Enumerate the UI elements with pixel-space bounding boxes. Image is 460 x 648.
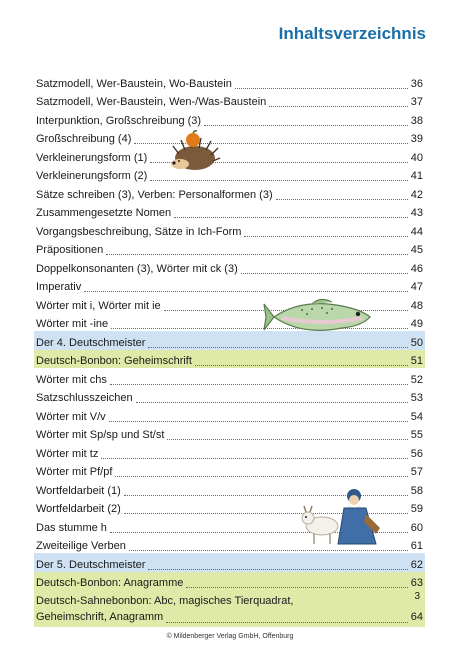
toc-entry-label: Wörter mit -ine — [36, 318, 109, 330]
toc-entry-page: 57 — [410, 466, 423, 478]
toc-entry-label: Imperativ — [36, 281, 82, 293]
toc-entry[interactable] — [34, 239, 425, 258]
toc-entry-page: 42 — [410, 188, 423, 201]
toc-leader-dots — [136, 402, 408, 403]
toc-entry-page: 40 — [410, 151, 423, 164]
toc-entry-page: 64 — [410, 611, 423, 623]
toc-leader-dots — [241, 273, 408, 274]
toc-entry-label: Wörter mit V/v — [36, 410, 106, 423]
toc-leader-dots — [167, 439, 407, 440]
toc-entry-label-line2: Geheimschrift, Anagramm — [36, 611, 164, 623]
toc-entry[interactable] — [34, 368, 425, 387]
toc-entry-label: Wortfeldarbeit (2) — [36, 503, 121, 515]
toc-entry-page: 50 — [410, 336, 423, 349]
toc-entry-page: 48 — [410, 299, 423, 312]
toc-entry[interactable] — [34, 128, 425, 147]
toc-entry-page: 37 — [410, 96, 423, 108]
toc-entry-page: 38 — [410, 114, 423, 127]
toc-entry[interactable] — [34, 72, 425, 91]
toc-leader-dots — [204, 125, 408, 126]
toc-entry-label: Verkleinerungsform (2) — [36, 170, 148, 182]
toc-leader-dots — [174, 217, 408, 218]
toc-leader-dots — [148, 347, 407, 348]
toc-entry-label: Deutsch-Bonbon: Anagramme — [36, 577, 184, 589]
shepherd-goat-illustration — [294, 488, 390, 546]
toc-entry-label: Wörter mit Pf/pf — [36, 466, 113, 478]
toc-entry[interactable] — [34, 442, 425, 461]
toc-entry-label: Zweiteilige Verben — [36, 540, 126, 552]
toc-leader-dots — [150, 180, 407, 181]
copyright-footer: © Mildenberger Verlag GmbH, Offenburg — [166, 633, 294, 640]
toc-entry[interactable] — [34, 91, 425, 110]
toc-entry[interactable] — [34, 183, 425, 202]
toc-entry[interactable] — [34, 387, 425, 406]
toc-entry-label: Satzmodell, Wer-Baustein, Wo-Baustein — [36, 77, 232, 90]
toc-entry-page: 36 — [410, 77, 423, 90]
toc-entry-page: 53 — [410, 392, 423, 404]
toc-entry-page: 58 — [410, 484, 423, 497]
toc-entry[interactable] — [34, 553, 425, 572]
toc-entry-label: Wörter mit Sp/sp und St/st — [36, 429, 165, 441]
toc-entry[interactable] — [34, 424, 425, 443]
toc-entry-label: Wörter mit i, Wörter mit ie — [36, 299, 161, 312]
toc-entry-label: Der 4. Deutschmeister — [36, 336, 146, 349]
toc-entry-page: 43 — [410, 207, 423, 219]
fish-illustration — [262, 296, 382, 338]
toc-entry-page: 63 — [410, 577, 423, 589]
toc-leader-dots — [269, 106, 407, 107]
toc-entry-label: Großschreibung (4) — [36, 133, 132, 145]
toc-leader-dots — [110, 384, 408, 385]
toc-leader-dots — [195, 365, 408, 366]
toc-entry-page: 59 — [410, 503, 423, 515]
toc-leader-dots — [106, 254, 407, 255]
toc-leader-dots — [109, 421, 408, 422]
toc-entry-label: Deutsch-Bonbon: Geheimschrift — [36, 355, 192, 367]
toc-entry-page: 46 — [410, 262, 423, 275]
toc-entry-page: 41 — [410, 170, 423, 182]
toc-entry-page: 62 — [410, 558, 423, 571]
page-title: Inhaltsverzeichnis — [278, 24, 426, 43]
toc-entry[interactable] — [34, 572, 425, 591]
toc-entry[interactable] — [34, 202, 425, 221]
toc-leader-dots — [84, 291, 408, 292]
toc-entry-label: Doppelkonsonanten (3), Wörter mit ck (3) — [36, 262, 238, 275]
toc-entry-label: Verkleinerungsform (1) — [36, 151, 148, 164]
toc-entry-page: 61 — [410, 540, 423, 552]
toc-entry-page: 51 — [410, 355, 423, 367]
toc-entry-last[interactable] — [34, 590, 425, 627]
toc-entry[interactable] — [34, 276, 425, 295]
toc-entry-label: Der 5. Deutschmeister — [36, 558, 146, 571]
toc-entry-label: Das stumme h — [36, 521, 107, 534]
hedgehog-illustration — [165, 128, 221, 172]
toc-leader-dots — [101, 458, 407, 459]
toc-entry-page: 44 — [410, 225, 423, 238]
toc-entry-label: Satzschlusszeichen — [36, 392, 133, 404]
toc-leader-dots — [115, 476, 407, 477]
toc-entry-page: 52 — [410, 373, 423, 386]
toc-entry[interactable] — [34, 165, 425, 184]
toc-entry-label: Sätze schreiben (3), Verben: Personalformen (3) — [36, 188, 273, 201]
toc-entry-page: 56 — [410, 447, 423, 460]
toc-entry[interactable] — [34, 109, 425, 128]
toc-entry-label: Satzmodell, Wer-Baustein, Wen-/Was-Baustein — [36, 96, 267, 108]
toc-leader-dots — [129, 550, 408, 551]
toc-entry[interactable] — [34, 405, 425, 424]
toc-leader-dots — [148, 569, 407, 570]
toc-leader-dots — [235, 88, 408, 89]
toc-entry-label: Zusammengesetzte Nomen — [36, 207, 172, 219]
toc-entry[interactable] — [34, 257, 425, 276]
toc-entry-label: Wörter mit tz — [36, 447, 99, 460]
toc-leader-dots — [166, 622, 408, 623]
toc-entry-page: 45 — [410, 244, 423, 256]
toc-entry-page: 60 — [410, 521, 423, 534]
toc-entry[interactable] — [34, 350, 425, 369]
toc-entry-label: Wörter mit chs — [36, 373, 107, 386]
toc-leader-dots — [186, 587, 407, 588]
toc-entry[interactable] — [34, 220, 425, 239]
toc-entry-page: 49 — [410, 318, 423, 330]
page-number: 3 — [414, 591, 420, 602]
toc-entry-page: 39 — [410, 133, 423, 145]
toc-entry-page: 47 — [410, 281, 423, 293]
toc-entry-label: Präpositionen — [36, 244, 104, 256]
toc-entry[interactable] — [34, 146, 425, 165]
toc-entry[interactable] — [34, 461, 425, 480]
toc-entry-label: Interpunktion, Großschreibung (3) — [36, 114, 202, 127]
toc-entry-label: Wortfeldarbeit (1) — [36, 484, 121, 497]
toc-entry-label-line1: Deutsch-Sahnebonbon: Abc, magisches Tierquadrat, — [36, 595, 294, 607]
toc-entry-page: 55 — [410, 429, 423, 441]
toc-leader-dots — [244, 236, 407, 237]
toc-entry-label: Vorgangsbeschreibung, Sätze in Ich-Form — [36, 225, 242, 238]
toc-leader-dots — [276, 199, 408, 200]
toc-entry-page: 54 — [410, 410, 423, 423]
